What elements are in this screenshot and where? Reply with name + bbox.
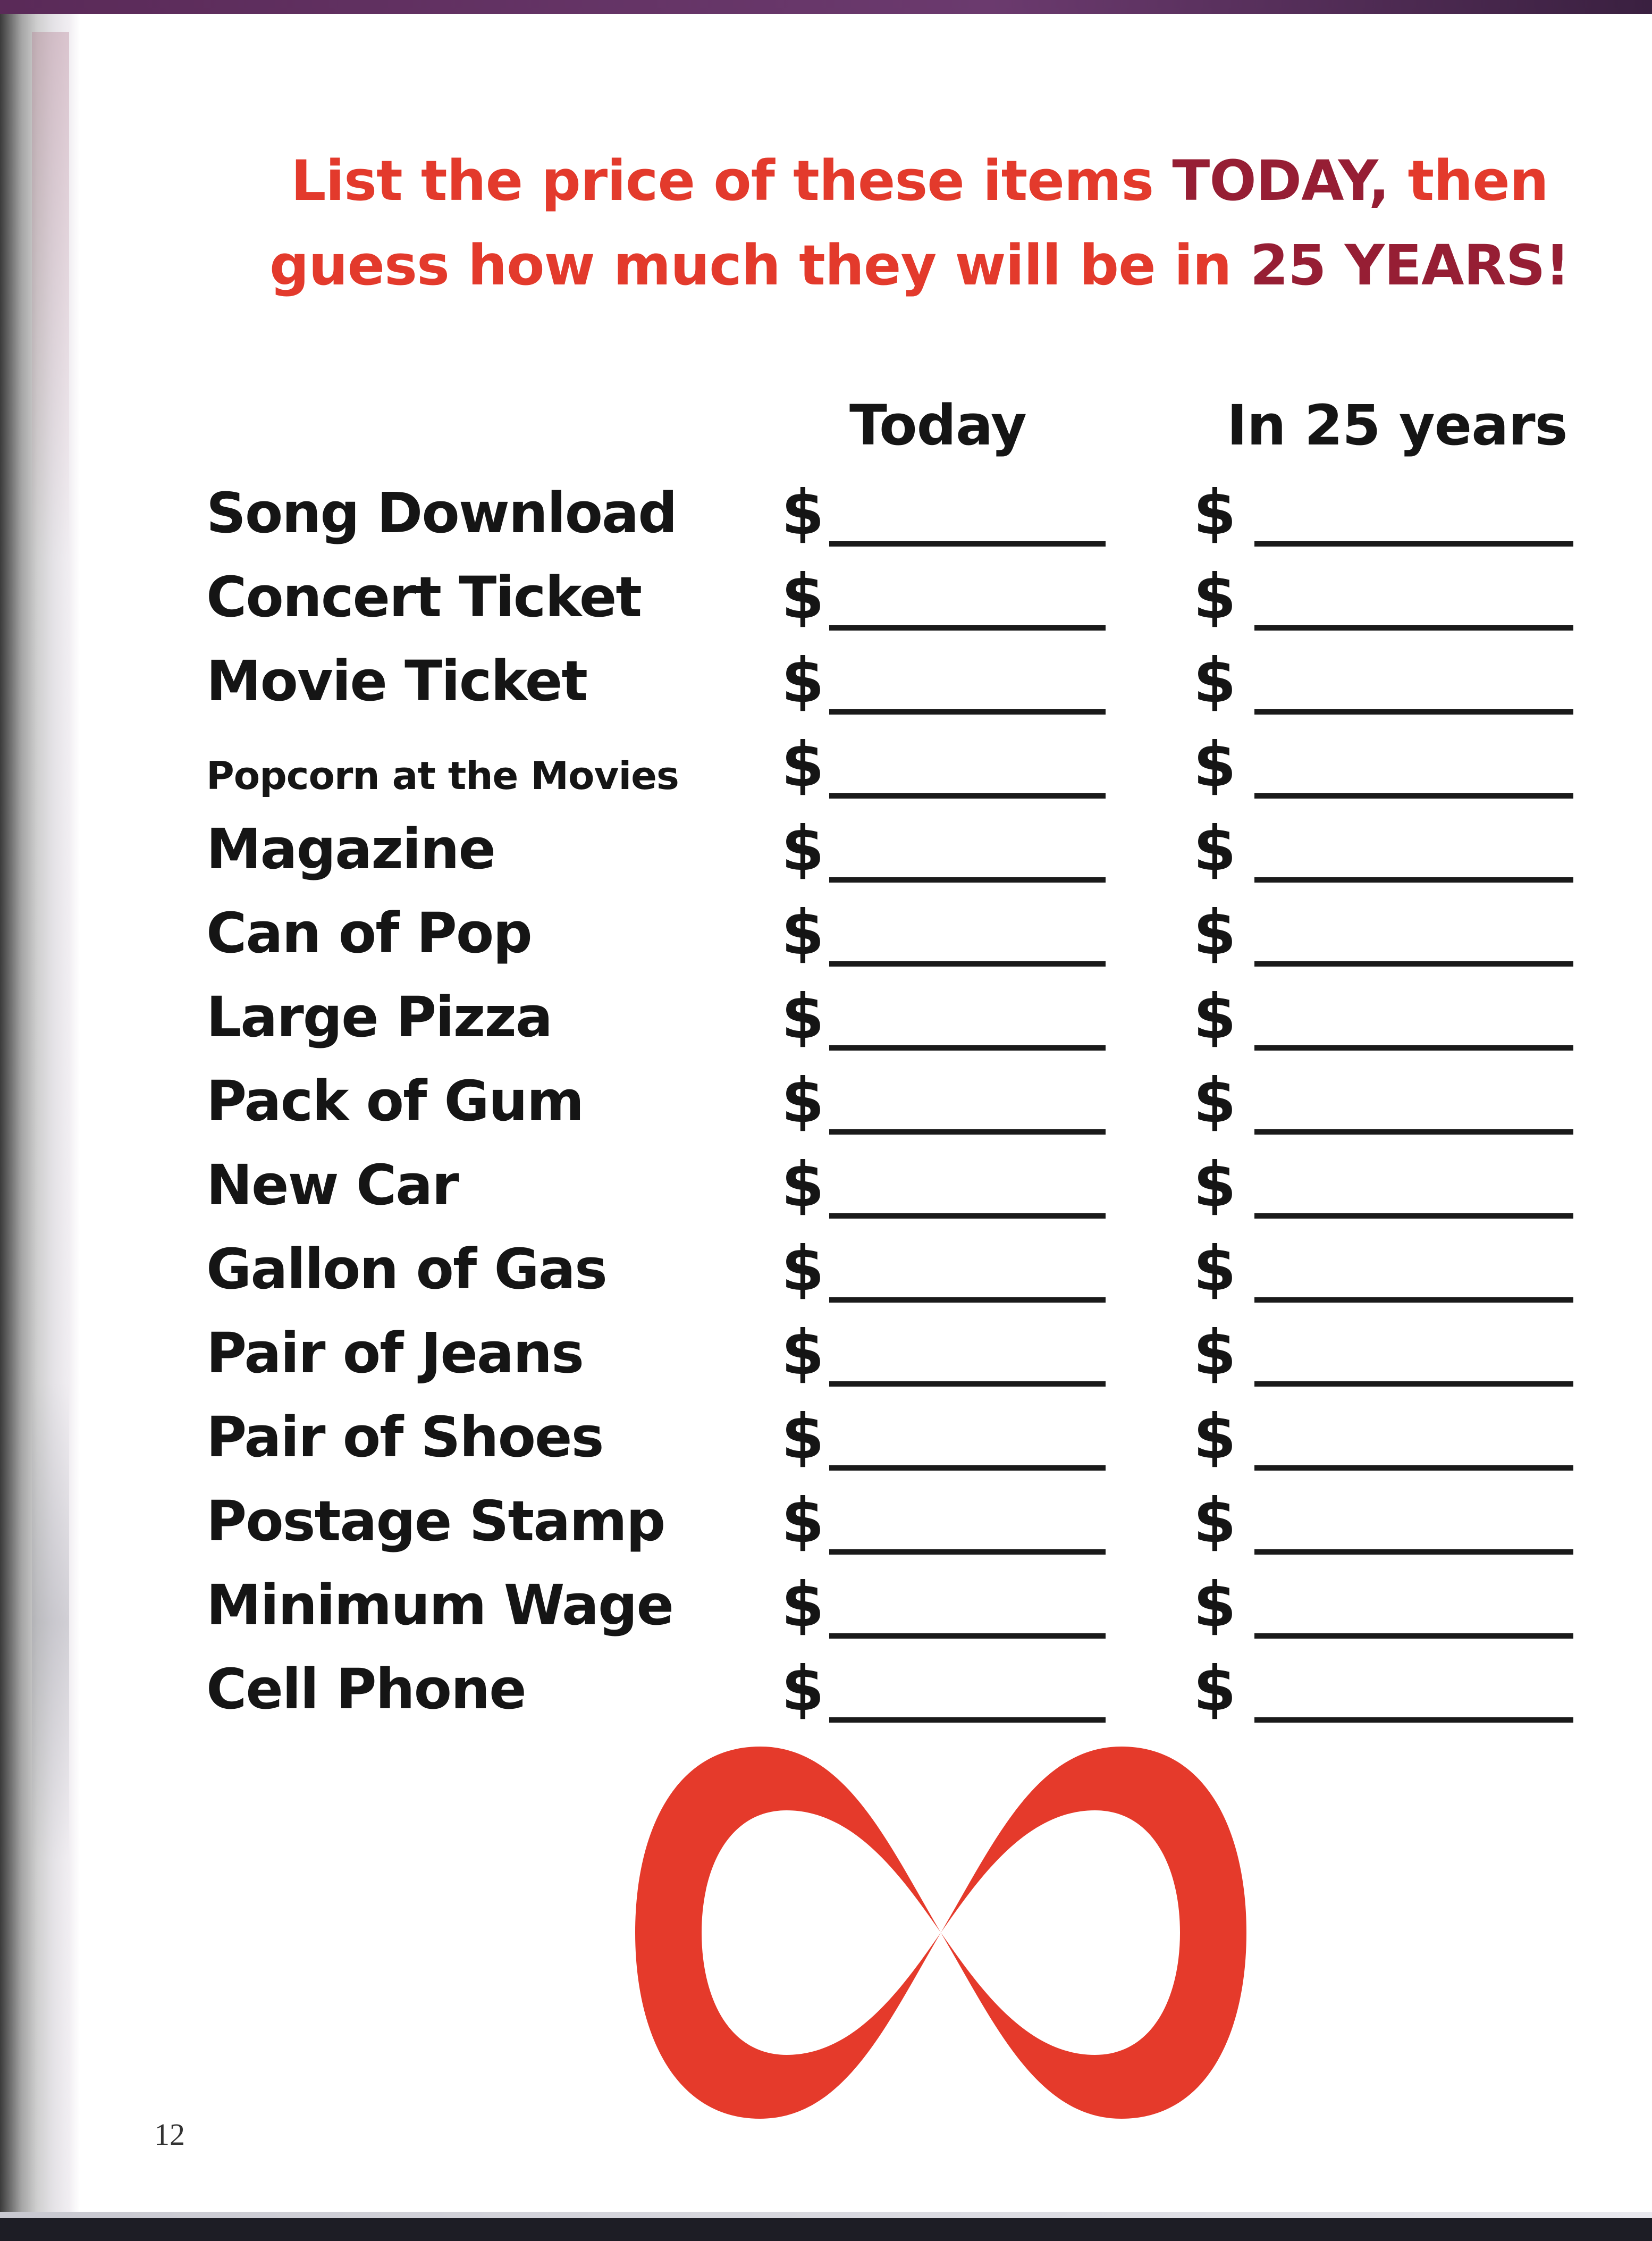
future-dollar-sign: $	[1193, 1653, 1236, 1725]
future-dollar-sign: $	[1193, 897, 1236, 969]
heading-red-text-2: guess how much they will be in	[269, 233, 1250, 298]
future-price-blank[interactable]	[1254, 1381, 1573, 1387]
today-price-blank[interactable]	[829, 793, 1106, 799]
scan-top-edge	[0, 0, 1652, 14]
instruction-heading-line-1	[266, 141, 1573, 221]
item-label: Large Pizza	[206, 985, 552, 1050]
heading-red-tail: then	[1389, 148, 1548, 213]
item-label: Gallon of Gas	[206, 1237, 606, 1302]
item-label: Cell Phone	[206, 1657, 526, 1722]
item-label: Magazine	[206, 817, 495, 882]
future-price-blank[interactable]	[1254, 1717, 1573, 1723]
heading-years-emphasis: 25 YEARS!	[1250, 233, 1570, 298]
today-dollar-sign: $	[781, 813, 824, 885]
today-price-blank[interactable]	[829, 1297, 1106, 1303]
instruction-heading-line-2	[266, 225, 1573, 305]
future-dollar-sign: $	[1193, 1065, 1236, 1137]
today-dollar-sign: $	[781, 1401, 824, 1473]
today-dollar-sign: $	[781, 477, 824, 549]
today-dollar-sign: $	[781, 897, 824, 969]
future-dollar-sign: $	[1193, 813, 1236, 885]
heading-red-text: List the price of these items	[291, 148, 1173, 213]
heading-today-emphasis: TODAY,	[1172, 148, 1389, 213]
item-label: Song Download	[206, 481, 677, 545]
spine-tint-lower	[32, 1382, 69, 1861]
today-dollar-sign: $	[781, 645, 824, 717]
scan-bottom-edge	[0, 2218, 1652, 2241]
today-dollar-sign: $	[781, 981, 824, 1053]
today-price-blank[interactable]	[829, 541, 1106, 547]
today-dollar-sign: $	[781, 1317, 824, 1389]
column-header-future: In 25 years	[1227, 393, 1567, 458]
future-dollar-sign: $	[1193, 1401, 1236, 1473]
future-dollar-sign: $	[1193, 1317, 1236, 1389]
today-price-blank[interactable]	[829, 1213, 1106, 1219]
item-label: Pack of Gum	[206, 1069, 584, 1134]
page-number: 12	[154, 2117, 185, 2152]
future-price-blank[interactable]	[1254, 541, 1573, 547]
future-dollar-sign: $	[1193, 729, 1236, 801]
today-price-blank[interactable]	[829, 1381, 1106, 1387]
item-label: Concert Ticket	[206, 565, 642, 630]
item-label: Movie Ticket	[206, 649, 587, 714]
today-price-blank[interactable]	[829, 1633, 1106, 1639]
future-dollar-sign: $	[1193, 645, 1236, 717]
future-price-blank[interactable]	[1254, 1549, 1573, 1555]
today-price-blank[interactable]	[829, 961, 1106, 967]
future-price-blank[interactable]	[1254, 961, 1573, 967]
today-price-blank[interactable]	[829, 1717, 1106, 1723]
future-price-blank[interactable]	[1254, 1129, 1573, 1135]
future-price-blank[interactable]	[1254, 1297, 1573, 1303]
today-dollar-sign: $	[781, 729, 824, 801]
item-label: Pair of Shoes	[206, 1405, 603, 1470]
item-label: Can of Pop	[206, 901, 532, 966]
today-price-blank[interactable]	[829, 709, 1106, 715]
today-dollar-sign: $	[781, 561, 824, 633]
item-label: Popcorn at the Movies	[206, 753, 679, 798]
today-price-blank[interactable]	[829, 1549, 1106, 1555]
item-label: Postage Stamp	[206, 1489, 665, 1554]
infinity-symbol-icon	[627, 1736, 1254, 2129]
today-dollar-sign: $	[781, 1149, 824, 1221]
future-dollar-sign: $	[1193, 1149, 1236, 1221]
today-dollar-sign: $	[781, 1233, 824, 1305]
today-dollar-sign: $	[781, 1569, 824, 1641]
future-price-blank[interactable]	[1254, 1213, 1573, 1219]
item-label: Pair of Jeans	[206, 1321, 584, 1386]
scan-bottom-light	[0, 2212, 1652, 2218]
today-price-blank[interactable]	[829, 877, 1106, 883]
column-header-today: Today	[849, 393, 1026, 458]
future-price-blank[interactable]	[1254, 625, 1573, 631]
today-dollar-sign: $	[781, 1065, 824, 1137]
future-price-blank[interactable]	[1254, 1045, 1573, 1051]
infinity-symbol-shape	[635, 1747, 1246, 2119]
item-label: New Car	[206, 1153, 458, 1218]
today-price-blank[interactable]	[829, 625, 1106, 631]
today-dollar-sign: $	[781, 1485, 824, 1557]
future-dollar-sign: $	[1193, 1485, 1236, 1557]
future-price-blank[interactable]	[1254, 709, 1573, 715]
future-dollar-sign: $	[1193, 477, 1236, 549]
today-dollar-sign: $	[781, 1653, 824, 1725]
future-price-blank[interactable]	[1254, 1465, 1573, 1471]
future-dollar-sign: $	[1193, 1569, 1236, 1641]
future-dollar-sign: $	[1193, 1233, 1236, 1305]
future-dollar-sign: $	[1193, 981, 1236, 1053]
future-price-blank[interactable]	[1254, 1633, 1573, 1639]
future-price-blank[interactable]	[1254, 877, 1573, 883]
today-price-blank[interactable]	[829, 1129, 1106, 1135]
today-price-blank[interactable]	[829, 1045, 1106, 1051]
future-price-blank[interactable]	[1254, 793, 1573, 799]
today-price-blank[interactable]	[829, 1465, 1106, 1471]
future-dollar-sign: $	[1193, 561, 1236, 633]
item-label: Minimum Wage	[206, 1573, 673, 1638]
spine-tint	[32, 32, 69, 564]
